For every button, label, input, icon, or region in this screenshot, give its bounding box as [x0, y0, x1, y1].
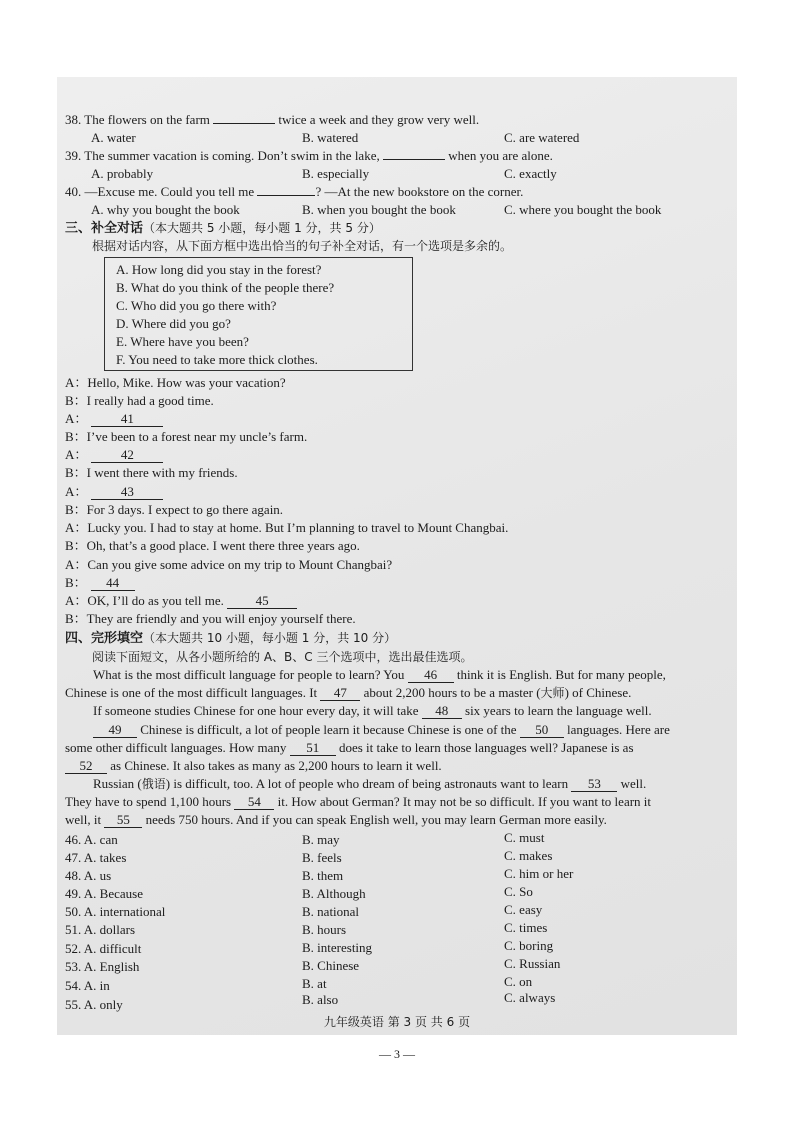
choice-a: 54. A. in	[65, 978, 110, 993]
question-38: 38. The flowers on the farm twice a week and they grow very well.	[65, 112, 480, 127]
choice-b: B. interesting	[302, 940, 373, 955]
choice-a: 52. A. difficult	[65, 941, 142, 956]
choice-a: 48. A. us	[65, 868, 112, 883]
choice-c: C. him or her	[504, 866, 574, 881]
choice-c: C. must	[504, 830, 545, 845]
blank-number: 46	[408, 668, 454, 683]
option-a: A. water	[91, 130, 136, 145]
choice-a: 53. A. English	[65, 959, 140, 974]
option-b: B. watered	[302, 130, 359, 145]
blank	[213, 123, 275, 124]
blank-number: 43	[91, 485, 163, 500]
dialog-line: B：I really had a good time.	[65, 393, 214, 408]
option-item: D. Where did you go?	[116, 316, 231, 331]
passage-line: What is the most difficult language for people to learn? You 46 think it is English. But for many people,	[93, 667, 666, 682]
choice-b: B. at	[302, 976, 327, 991]
section-heading: 四、完形填空（本大题共 10 小题，每小题 1 分，共 10 分）	[65, 631, 397, 646]
blank-number: 45	[227, 594, 297, 609]
blank-number: 54	[234, 795, 274, 810]
option-c: C. where you bought the book	[504, 202, 662, 217]
choice-c: C. makes	[504, 848, 553, 863]
dialog-line: B： 44	[65, 574, 135, 592]
page-footer: 九年级英语 第 3 页 共 6 页	[323, 1015, 471, 1029]
dialog-line: A：Hello, Mike. How was your vacation?	[65, 375, 286, 390]
choice-b: B. Although	[302, 886, 366, 901]
blank-number: 41	[91, 412, 163, 427]
blank-number: 55	[104, 813, 142, 828]
blank-number: 47	[320, 686, 360, 701]
blank-number: 44	[91, 576, 135, 591]
choice-a: 55. A. only	[65, 997, 123, 1012]
choice-a: 50. A. international	[65, 904, 166, 919]
choice-a: 46. A. can	[65, 832, 118, 847]
dialog-line: B：Oh, that’s a good place. I went there three years ago.	[65, 538, 360, 553]
dialog-line: A：Lucky you. I had to stay at home. But I’m planning to travel to Mount Changbai.	[65, 520, 509, 535]
question-40: 40. —Excuse me. Could you tell me ? —At the new bookstore on the corner.	[65, 184, 524, 199]
passage-line: well, it 55 needs 750 hours. And if you can speak English well, you may learn German more easily.	[65, 812, 607, 827]
choice-a: 47. A. takes	[65, 850, 127, 865]
blank	[257, 195, 315, 196]
choice-b: B. national	[302, 904, 360, 919]
blank-number: 49	[93, 723, 137, 738]
option-item: F. You need to take more thick clothes.	[116, 352, 318, 367]
choice-b: B. feels	[302, 850, 342, 865]
question-39: 39. The summer vacation is coming. Don’t swim in the lake, when you are alone.	[65, 148, 553, 163]
option-item: B. What do you think of the people there?	[116, 280, 335, 295]
option-a: A. why you bought the book	[91, 202, 240, 217]
page-number: — 3 —	[379, 1047, 415, 1061]
passage-line: If someone studies Chinese for one hour every day, it will take 48 six years to learn the language well.	[93, 703, 652, 718]
choice-c: C. So	[504, 884, 533, 899]
passage-line: some other difficult languages. How many 51 does it take to learn those languages well? Japanese is as	[65, 740, 634, 755]
choice-a: 51. A. dollars	[65, 922, 136, 937]
dialog-line: A： 42	[65, 446, 163, 464]
dialog-line: B：I went there with my friends.	[65, 465, 238, 480]
dialog-line: A： 43	[65, 483, 163, 501]
choice-b: B. also	[302, 992, 339, 1007]
option-item: A. How long did you stay in the forest?	[116, 262, 322, 277]
blank-number: 53	[571, 777, 617, 792]
dialog-line: B：For 3 days. I expect to go there again.	[65, 502, 284, 517]
section-instruction: 根据对话内容，从下面方框中选出恰当的句子补全对话，有一个选项是多余的。	[92, 239, 513, 253]
option-box	[104, 257, 413, 371]
option-c: C. are watered	[504, 130, 580, 145]
choice-c: C. on	[504, 974, 533, 989]
choice-c: C. easy	[504, 902, 543, 917]
section-heading: 三、补全对话（本大题共 5 小题，每小题 1 分，共 5 分）	[65, 221, 381, 236]
choice-b: B. hours	[302, 922, 347, 937]
blank-number: 50	[520, 723, 564, 738]
blank-number: 52	[65, 759, 107, 774]
passage-line: Chinese is one of the most difficult languages. It 47 about 2,200 hours to be a master (大师) of Chinese.	[65, 685, 632, 700]
choice-b: B. them	[302, 868, 344, 883]
choice-b: B. Chinese	[302, 958, 360, 973]
blank-number: 48	[422, 704, 462, 719]
dialog-line: A：OK, I’ll do as you tell me. 45	[65, 592, 297, 610]
blank	[383, 159, 445, 160]
dialog-line: B：They are friendly and you will enjoy yourself there.	[65, 611, 356, 626]
option-c: C. exactly	[504, 166, 557, 181]
option-b: B. when you bought the book	[302, 202, 456, 217]
option-item: C. Who did you go there with?	[116, 298, 277, 313]
passage-line: Russian (俄语) is difficult, too. A lot of people who dream of being astronauts want to learn 53 well.	[93, 776, 647, 791]
option-item: E. Where have you been?	[116, 334, 249, 349]
section-instruction: 阅读下面短文，从各小题所给的 A、B、C 三个选项中，选出最佳选项。	[92, 650, 473, 664]
passage-line: 49 Chinese is difficult, a lot of people learn it because Chinese is one of the 50 languages. Here are	[93, 721, 670, 739]
choice-c: C. times	[504, 920, 548, 935]
choice-c: C. boring	[504, 938, 554, 953]
choice-a: 49. A. Because	[65, 886, 143, 901]
blank-number: 51	[290, 741, 336, 756]
passage-line: They have to spend 1,100 hours 54 it. How about German? It may not be so difficult. If you want to learn it	[65, 794, 652, 809]
passage-line: 52 as Chinese. It also takes as many as 2,200 hours to learn it well.	[65, 757, 442, 775]
dialog-line: A： 41	[65, 410, 163, 428]
choice-c: C. always	[504, 990, 556, 1005]
option-b: B. especially	[302, 166, 370, 181]
choice-c: C. Russian	[504, 956, 561, 971]
dialog-line: B：I’ve been to a forest near my uncle’s farm.	[65, 429, 308, 444]
option-a: A. probably	[91, 166, 154, 181]
blank-number: 42	[91, 448, 163, 463]
choice-b: B. may	[302, 832, 340, 847]
dialog-line: A：Can you give some advice on my trip to Mount Changbai?	[65, 557, 393, 572]
